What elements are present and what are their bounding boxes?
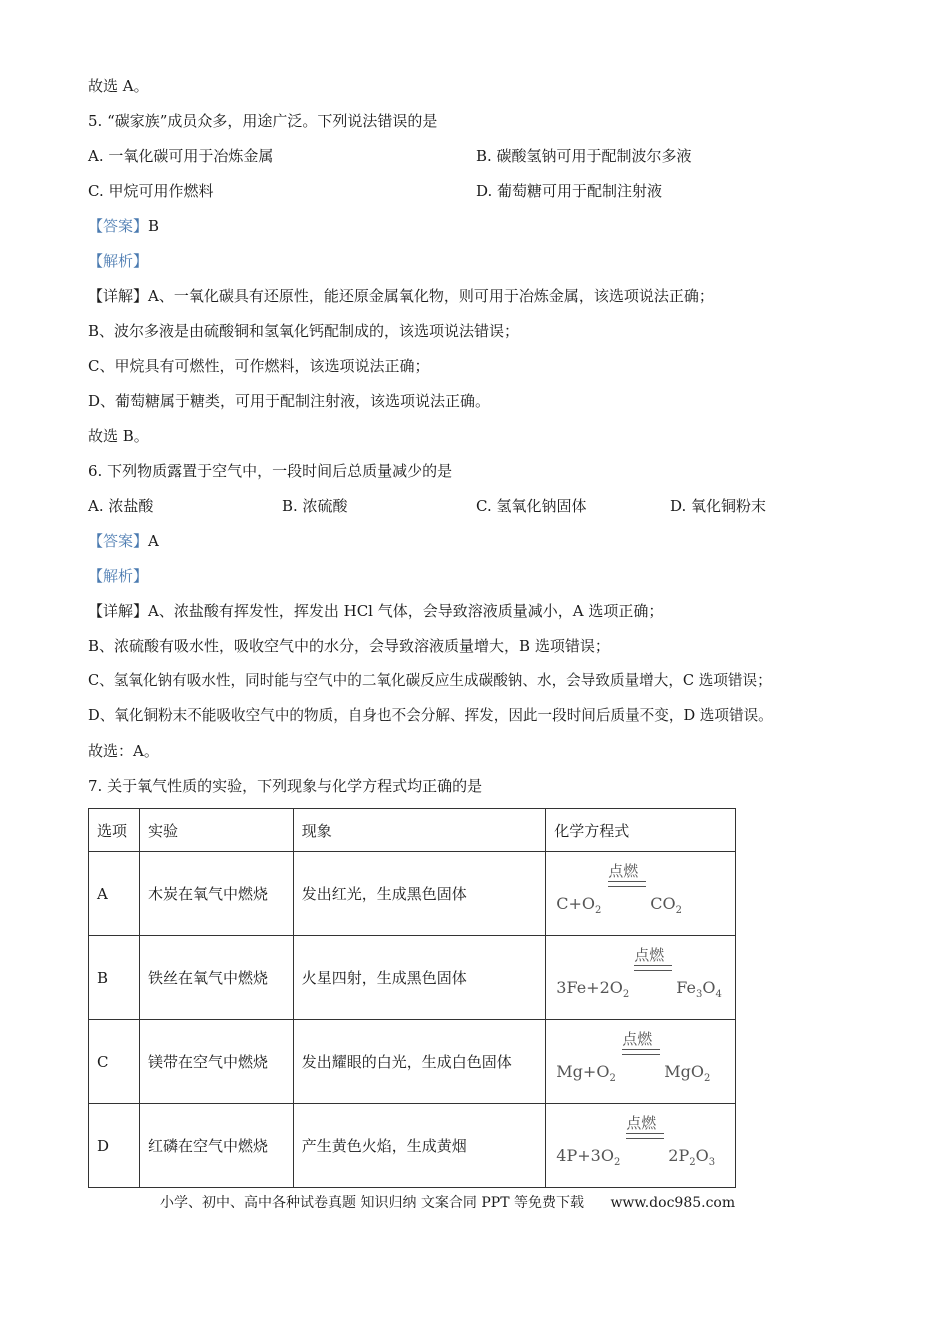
q6-option-d: D. 氧化铜粉末 xyxy=(670,497,767,515)
q5-answer-value: B xyxy=(148,217,160,235)
row-experiment: 铁丝在氧气中燃烧 xyxy=(139,936,293,1020)
answer-tag: 【答案】 xyxy=(88,217,149,235)
row-option: A xyxy=(89,852,140,936)
q5-option-d: D. 葡萄糖可用于配制注射液 xyxy=(476,182,663,200)
q5-option-a: A. 一氧化碳可用于冶炼金属 xyxy=(88,147,274,165)
q6-option-b: B. 浓硫酸 xyxy=(282,497,348,515)
equation-double-line xyxy=(622,1049,660,1055)
q5-detail-4: D、葡萄糖属于糖类，可用于配制注射液，该选项说法正确。 xyxy=(88,392,491,410)
q6-detail-4: D、氧化铜粉末不能吸收空气中的物质，自身也不会分解、挥发，因此一段时间后质量不变，D 选项错误。 xyxy=(88,707,773,724)
table-row xyxy=(89,852,736,936)
q6-answer-value: A xyxy=(148,532,159,550)
equation-products: $CO_2$ xyxy=(650,894,683,917)
page-footer xyxy=(160,1192,735,1212)
row-equation xyxy=(546,852,736,936)
q6-analysis-tag: 【解析】 xyxy=(88,567,149,585)
equation-reactants: $C+O_2$ xyxy=(556,894,602,917)
header-phenomenon: 现象 xyxy=(293,809,546,852)
header-equation: 化学方程式 xyxy=(546,809,736,852)
q5-detail-1-text: A、一氧化碳具有还原性，能还原金属氧化物，则可用于冶炼金属，该选项说法正确； xyxy=(148,287,714,305)
answer-tag: 【答案】 xyxy=(88,532,149,550)
equation-reactants: $4P+3O_2$ xyxy=(556,1146,621,1169)
row-phenomenon: 产生黄色火焰，生成黄烟 xyxy=(293,1104,546,1188)
equation-double-line xyxy=(626,1133,664,1139)
row-option: B xyxy=(89,936,140,1020)
q5-option-b: B. 碳酸氢钠可用于配制波尔多液 xyxy=(476,147,692,165)
row-option: D xyxy=(89,1104,140,1188)
equation-condition: 点燃 xyxy=(608,862,639,880)
equation-condition: 点燃 xyxy=(622,1030,653,1048)
header-option: 选项 xyxy=(89,809,140,852)
q5-detail-2: B、波尔多液是由硫酸铜和氢氧化钙配制成的，该选项说法错误； xyxy=(88,322,520,340)
equation-products: MgO$_2$ xyxy=(664,1062,711,1085)
table-row xyxy=(89,936,736,1020)
table-row xyxy=(89,1104,736,1188)
equation-double-line xyxy=(634,965,672,971)
row-option: C xyxy=(89,1020,140,1104)
equation-condition: 点燃 xyxy=(634,946,665,964)
row-experiment: 红磷在空气中燃烧 xyxy=(139,1104,293,1188)
table-row xyxy=(89,1020,736,1104)
equation-products: $2P_2O_3$ xyxy=(668,1146,716,1169)
equation-products: $Fe_3O_4$ xyxy=(676,978,722,1001)
equation-reactants: $Mg+O_2$ xyxy=(556,1062,616,1085)
equation-condition: 点燃 xyxy=(626,1114,657,1132)
q5-analysis-tag: 【解析】 xyxy=(88,252,149,270)
footer-url: www.doc985.com xyxy=(610,1195,736,1211)
row-phenomenon: 发出红光，生成黑色固体 xyxy=(293,852,546,936)
equation-double-line xyxy=(608,881,646,887)
q5-detail-3: C、甲烷具有可燃性，可作燃料，该选项说法正确； xyxy=(88,357,430,375)
row-equation xyxy=(546,936,736,1020)
q5-stem: 5. “碳家族”成员众多，用途广泛。下列说法错误的是 xyxy=(88,112,438,130)
q7-table xyxy=(88,808,736,1188)
equation-reactants: $3Fe+2O_2$ xyxy=(556,978,630,1001)
row-phenomenon: 发出耀眼的白光，生成白色固体 xyxy=(293,1020,546,1104)
q6-detail-2: B、浓硫酸有吸水性，吸收空气中的水分，会导致溶液质量增大，B 选项错误； xyxy=(88,637,610,655)
q6-detail-3: C、氢氧化钠有吸水性，同时能与空气中的二氧化碳反应生成碳酸钠、水，会导致质量增大，C 选项错误； xyxy=(88,672,772,689)
q5-option-c: C. 甲烷可用作燃料 xyxy=(88,182,214,200)
detail-tag: 【详解】 xyxy=(88,287,149,305)
q6-conclusion: 故选：A。 xyxy=(88,742,159,760)
detail-tag: 【详解】 xyxy=(88,602,149,620)
q5-answer xyxy=(88,216,159,236)
row-equation xyxy=(546,1104,736,1188)
row-experiment: 木炭在氧气中燃烧 xyxy=(139,852,293,936)
q5-conclusion: 故选 B。 xyxy=(88,427,149,445)
q6-option-a: A. 浓盐酸 xyxy=(88,497,154,515)
q6-detail-1 xyxy=(88,601,663,621)
footer-text: 小学、初中、高中各种试卷真题 知识归纳 文案合同 PPT 等免费下载 xyxy=(160,1195,584,1211)
row-phenomenon: 火星四射，生成黑色固体 xyxy=(293,936,546,1020)
q6-detail-1-text: A、浓盐酸有挥发性，挥发出 HCl 气体，会导致溶液质量减小，A 选项正确； xyxy=(148,602,664,620)
q6-option-c: C. 氢氧化钠固体 xyxy=(476,497,587,515)
q6-answer xyxy=(88,531,159,551)
header-experiment: 实验 xyxy=(139,809,293,852)
q4-conclusion: 故选 A。 xyxy=(88,77,149,95)
q6-stem: 6. 下列物质露置于空气中，一段时间后总质量减少的是 xyxy=(88,462,453,480)
q7-stem: 7. 关于氧气性质的实验，下列现象与化学方程式均正确的是 xyxy=(88,777,483,795)
row-equation xyxy=(546,1020,736,1104)
q5-detail-1 xyxy=(88,286,714,306)
table-header-row xyxy=(89,809,736,852)
row-experiment: 镁带在空气中燃烧 xyxy=(139,1020,293,1104)
